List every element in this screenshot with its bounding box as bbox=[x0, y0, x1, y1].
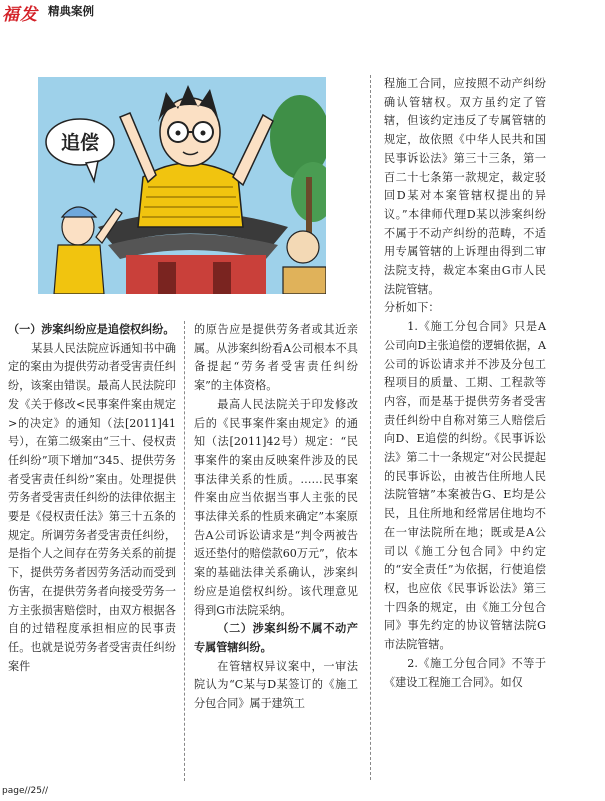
text-column-3 bbox=[384, 75, 546, 692]
brand-logo: 福发 bbox=[2, 5, 38, 25]
paragraph: 最高人民法院关于印发修改后的《民事案件案由规定》的通知（法[2011]42号）规定：“民事案件的案由反映案件涉及的民事法律关系的性质。……民事案件案由应当依据当事人主张的民事法律关系的性质来确定”本案原告A公司诉讼请求是“判令两被告返还垫付的赔偿款60万元”，依本案的基础法律关系确认，涉案纠纷应是追偿权纠纷。该代理意见得到G市法院采纳。 bbox=[194, 397, 359, 617]
paragraph: 程施工合同，应按照不动产纠纷确认管辖权。双方虽约定了管辖，但该约定违反了专属管辖的规定，故依照《中华人民共和国民事诉讼法》第三十三条，第一百二十七条第一款规定，裁定驳回D某对本案管辖权提出的异议。”本律师代理D某以涉案纠纷不属于不动产纠纷的范畴，不适用专属管辖的上诉理由得到二审法院支持，裁定本案由G市人民法院管辖。 bbox=[384, 77, 546, 296]
page-number: page//25// bbox=[2, 786, 49, 796]
paragraph: 1.《施工分包合同》只是A公司向D主张追偿的逻辑依据，A公司的诉讼请求并不涉及分包工程项目的质量、工期、工程款等内容，而是基于提供劳务者受害责任纠纷中自称对第三人赔偿后向D、E追偿的纠纷。《民事诉讼法》第二十一条规定“对公民提起的民事诉讼，由被告住所地人民法院管辖”本案被告G、E均是公民，且住所地和经常居住地均不在一审法院所在地；既或是A公司以《施工分包合同》中约定的“安全责任”为依据，行使追偿权，也应依《民事诉讼法》第三十四条的规定，由《施工分包合同》事先约定的协议管辖法院G市法院管辖。 bbox=[384, 320, 546, 652]
page-header bbox=[0, 0, 605, 25]
paragraph: （一）涉案纠纷应是追偿权纠纷。 bbox=[8, 323, 175, 336]
paragraph: 的原告应是提供劳务者或其近亲属。从涉案纠纷看A公司根本不具备提起“劳务者受害责任纠纷案”的主体资格。 bbox=[194, 323, 358, 393]
speech-bubble-text: 追偿 bbox=[60, 132, 100, 154]
cartoon-illustration bbox=[38, 77, 326, 294]
column-divider bbox=[184, 321, 185, 781]
paragraph: （二）涉案纠纷不属不动产专属管辖纠纷。 bbox=[194, 622, 358, 654]
column-divider bbox=[370, 75, 371, 780]
paragraph: 分析如下： bbox=[384, 301, 440, 315]
paragraph: 在管辖权异议案中，一审法院认为“C某与D某签订的《施工分包合同》属于建筑工 bbox=[194, 659, 358, 711]
paragraph: 2.《施工分包合同》不等于《建设工程施工合同》。如仅 bbox=[384, 656, 546, 689]
cartoon-drawing bbox=[38, 77, 326, 294]
paragraph: 某县人民法院应诉通知书中确定的案由为提供劳动者受害责任纠纷，该案由错误。最高人民法院印发《关于修改<民事案件案由规定>的决定》的通知（法[2011]41号），在第二级案由“三十、侵权责任纠纷”项下增加“345、提供劳务者受害责任纠纷”案由。处理提供劳务者受害责任纠纷的法律依据主要是《侵权责任法》第三十五条的规定。所调劳务者受害责任纠纷，是指个人之间存在劳务关系的前提下，提供劳务者因劳务活动而受到伤害，在提供劳务者向接受劳务一方主张损害赔偿时，由双方根据各自的过错程度承担相应的民事责任。也就是说劳务者受害责任纠纷案件 bbox=[8, 341, 176, 673]
section-title: 精典案例 bbox=[48, 4, 94, 18]
text-column-2 bbox=[194, 321, 358, 714]
text-column-1 bbox=[8, 321, 176, 676]
